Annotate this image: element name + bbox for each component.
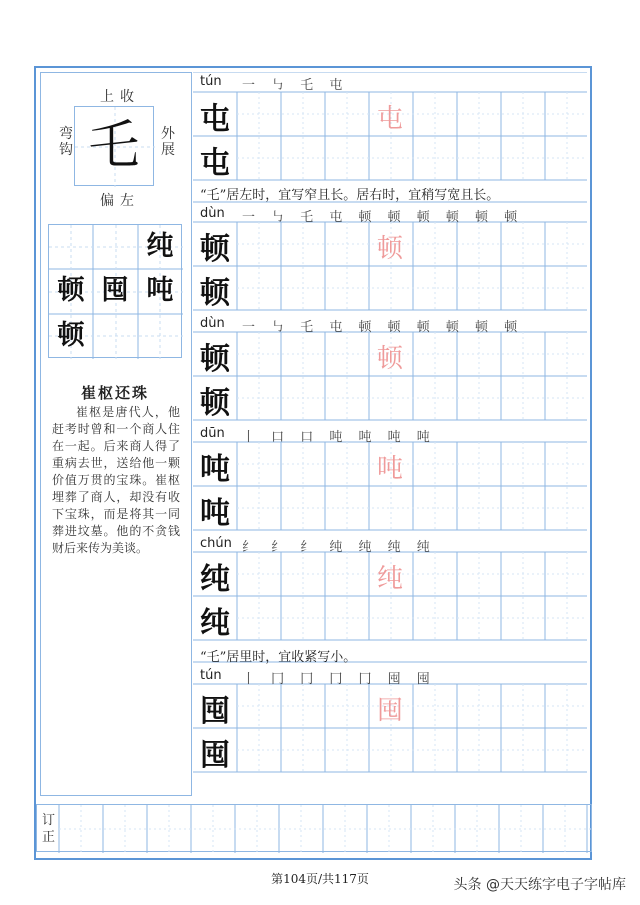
word-grid bbox=[48, 224, 182, 358]
watermark: 头条 @天天练字电子字帖库 bbox=[453, 877, 626, 893]
pinyin-label: dùn bbox=[200, 316, 225, 331]
trace-char: 囤 bbox=[376, 696, 403, 726]
model-char: 屯 bbox=[200, 146, 230, 181]
radical-bottom-label: 偏左 bbox=[100, 193, 140, 209]
grid-cell: 囤 bbox=[101, 275, 129, 306]
grid-cell bbox=[93, 314, 137, 358]
model-char: 顿 bbox=[200, 232, 230, 267]
model-char: 囤 bbox=[200, 738, 230, 773]
writing-tip: “乇”居左时，宜写窄且长。居右时，宜稍写宽且长。 bbox=[200, 188, 500, 203]
trace-char: 顿 bbox=[376, 344, 403, 374]
model-char: 纯 bbox=[200, 562, 230, 597]
pinyin-label: dūn bbox=[200, 426, 225, 441]
stroke-order: 一 ㇉ 乇 屯 bbox=[242, 78, 349, 93]
model-char: 顿 bbox=[200, 342, 230, 377]
grid-cell bbox=[93, 225, 137, 269]
stroke-order: 一 ㇉ 乇 屯 顿 顿 顿 顿 顿 顿 bbox=[242, 320, 524, 335]
model-char: 吨 bbox=[200, 452, 230, 487]
writing-tip: “乇”居里时，宜收紧写小。 bbox=[200, 650, 357, 665]
grid-cell bbox=[49, 225, 93, 269]
radical-left-label: 弯钩 bbox=[59, 126, 73, 158]
model-char: 顿 bbox=[200, 386, 230, 421]
stroke-order: 丨 冂 冂 冂 冂 囤 囤 bbox=[242, 672, 436, 687]
pinyin-label: dùn bbox=[200, 206, 225, 221]
stroke-order: 一 ㇉ 乇 屯 顿 顿 顿 顿 顿 顿 bbox=[242, 210, 524, 225]
stroke-order: 丨 口 口 吨 吨 吨 吨 bbox=[242, 430, 436, 445]
model-char: 吨 bbox=[200, 496, 230, 531]
story-title: 崔枢还珠 bbox=[80, 384, 149, 402]
correction-label: 订正 bbox=[42, 813, 56, 845]
trace-char: 屯 bbox=[376, 104, 403, 134]
grid-cell: 顿 bbox=[57, 320, 85, 351]
pinyin-label: chún bbox=[200, 536, 232, 551]
pinyin-label: tún bbox=[200, 74, 222, 89]
radical-right-label: 外展 bbox=[161, 126, 175, 158]
model-char: 纯 bbox=[200, 606, 230, 641]
story-body: 崔枢是唐代人，他赶考时曾和一个商人住在一起。后来商人得了重病去世，送给他一颗价值万贯的宝珠。崔枢埋葬了商人，却没有收下宝珠，而是将其一同葬进坟墓。他的不贪钱财后来传为美谈。 bbox=[52, 405, 180, 555]
grid-cell: 吨 bbox=[146, 275, 174, 306]
correction-row[interactable] bbox=[36, 804, 592, 852]
grid-cell bbox=[138, 314, 182, 358]
pinyin-label: tún bbox=[200, 668, 222, 683]
radical-char: 乇 bbox=[87, 116, 140, 176]
model-char: 顿 bbox=[200, 276, 230, 311]
grid-cell: 顿 bbox=[57, 275, 85, 306]
trace-char: 吨 bbox=[376, 454, 403, 484]
trace-char: 纯 bbox=[376, 564, 403, 594]
radical-top-label: 上收 bbox=[100, 89, 140, 105]
model-char: 囤 bbox=[200, 694, 230, 729]
trace-char: 顿 bbox=[376, 234, 403, 264]
stroke-order: 纟 纟 纟 纯 纯 纯 纯 bbox=[242, 540, 436, 555]
grid-cell: 纯 bbox=[146, 231, 174, 262]
model-char: 屯 bbox=[200, 102, 230, 137]
page-number: 第104页/共117页 bbox=[271, 872, 369, 886]
